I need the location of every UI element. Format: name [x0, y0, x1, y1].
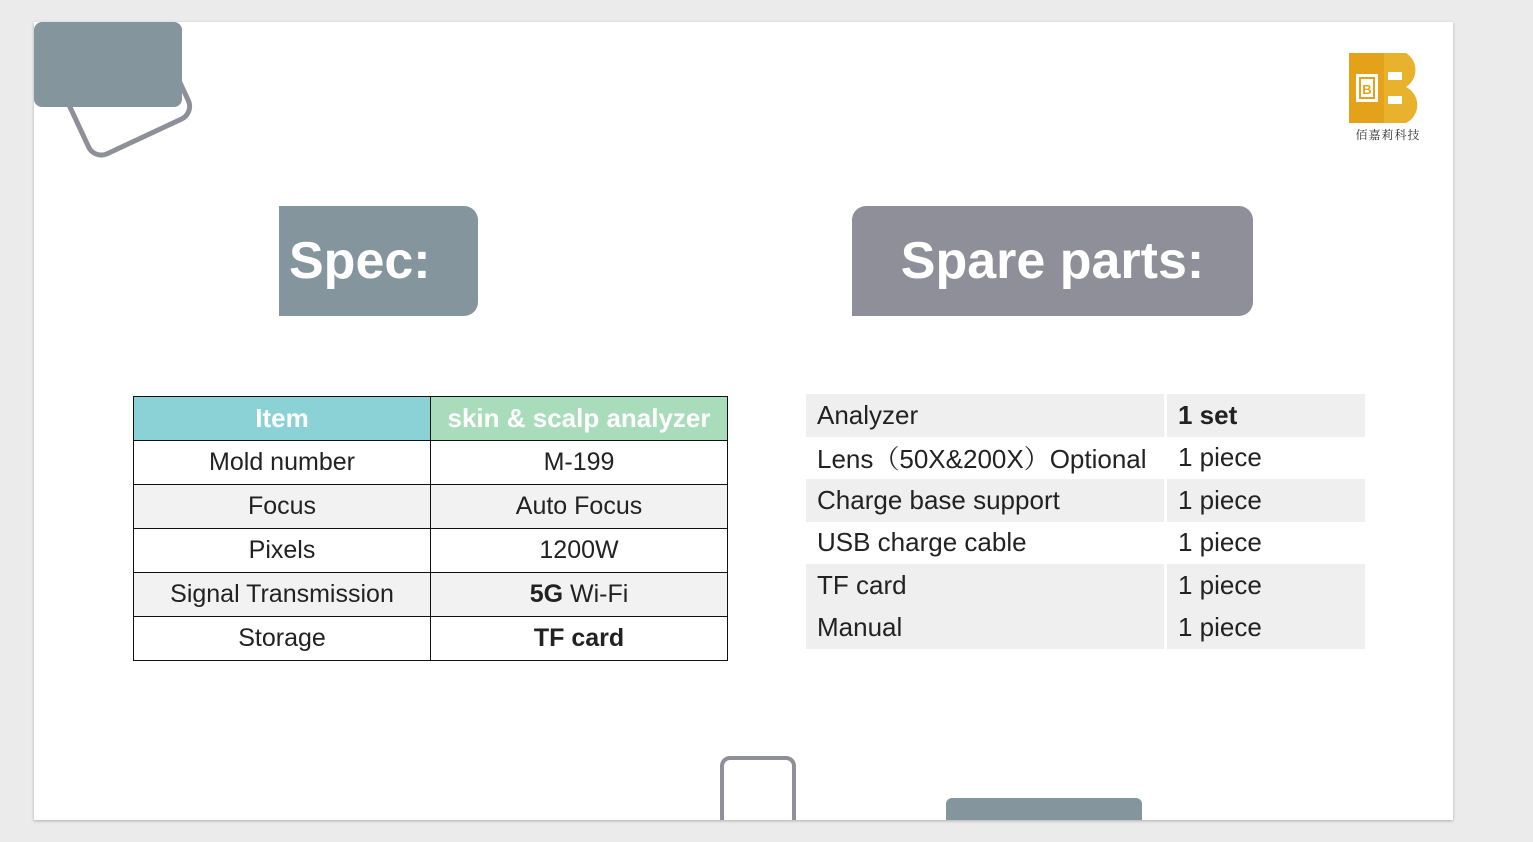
part-name: Manual	[806, 607, 1164, 650]
list-item	[806, 437, 1365, 480]
slate-block-shape	[34, 22, 182, 107]
table-row	[134, 573, 728, 617]
spare-parts-list	[806, 394, 1365, 649]
header-item: Item	[134, 397, 431, 441]
decorative-bar-shape	[946, 798, 1142, 820]
decorative-shapes	[34, 22, 234, 222]
part-qty: 1 piece	[1167, 607, 1365, 650]
table-row	[134, 441, 728, 485]
part-qty	[1167, 394, 1365, 437]
list-item	[806, 564, 1365, 607]
table-row	[134, 617, 728, 661]
row-item: Signal Transmission	[134, 573, 431, 617]
part-qty: 1 piece	[1167, 522, 1365, 565]
spec-heading: Spec:	[279, 206, 478, 316]
part-name: TF card	[806, 564, 1164, 607]
row-item: Storage	[134, 617, 431, 661]
row-value	[431, 573, 728, 617]
row-item: Mold number	[134, 441, 431, 485]
spare-parts-heading: Spare parts:	[852, 206, 1253, 316]
part-name: Charge base support	[806, 479, 1164, 522]
part-qty: 1 piece	[1167, 479, 1365, 522]
list-item	[806, 522, 1365, 565]
part-qty: 1 piece	[1167, 564, 1365, 607]
header-product: skin & scalp analyzer	[431, 397, 728, 441]
row-value-bold: 5G	[529, 580, 564, 608]
row-item: Focus	[134, 485, 431, 529]
part-qty: 1 piece	[1167, 437, 1365, 480]
row-value: M-199	[431, 441, 728, 485]
row-item: Pixels	[134, 529, 431, 573]
row-value: 1200W	[431, 529, 728, 573]
list-item	[806, 394, 1365, 437]
slide	[34, 22, 1453, 820]
part-name: Lens（50X&200X）Optional	[806, 437, 1164, 480]
table-row	[134, 485, 728, 529]
list-item	[806, 607, 1365, 650]
logo-caption: 佰嘉莉科技	[1355, 128, 1421, 142]
row-value: Auto Focus	[431, 485, 728, 529]
row-value-rest: Wi-Fi	[563, 580, 629, 608]
part-name: Analyzer	[806, 394, 1164, 437]
spec-table	[133, 396, 728, 661]
spec-table-header	[134, 397, 728, 441]
row-value	[431, 617, 728, 661]
list-item	[806, 479, 1365, 522]
logo-letter: B	[1362, 82, 1372, 97]
row-value-bold: TF card	[533, 624, 625, 652]
part-qty-text: 1 set	[1178, 399, 1238, 430]
part-name: USB charge cable	[806, 522, 1164, 565]
decorative-frame-shape	[720, 756, 796, 820]
table-row	[134, 529, 728, 573]
